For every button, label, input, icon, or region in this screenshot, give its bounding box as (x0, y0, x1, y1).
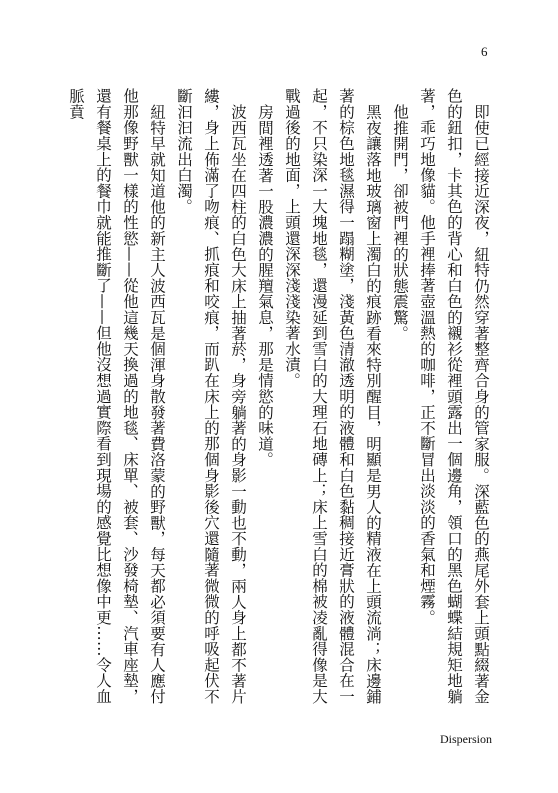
paragraph: 黑夜讓落地玻璃窗上濁白的痕跡看來特別醒目，明顯是男人的精液在上頭流淌；床邊鋪著的棕色地毯濕得一蹋糊塗，淺黃色清澈透明的液體和白色黏稠接近膏狀的液體混合在一起，不只染深一大塊地毯，還漫延到雪白的大理石地磚上；床上雪白的棉被凌亂得像是大戰過後的地面，上頭還深深淺淺染著水漬。 (283, 88, 382, 705)
paragraph: 即使已經接近深夜，紐特仍然穿著整齊合身的管家服。深藍色的燕尾外套上頭點綴著金色的鈕扣，卡其色的背心和白色的襯衫從裡頭露出一個邊角，領口的黑色蝴蝶結規矩地躺著，乖巧地像貓。他手裡捧著壺溫熱的咖啡，正不斷冒出淡淡的香氣和煙霧。 (418, 88, 490, 705)
page-number: 6 (481, 44, 488, 59)
paragraph: 波西瓦坐在四柱的白色大床上抽著菸，身旁躺著的身影一動也不動，兩人身上都不著片縷，身上佈滿了吻痕、抓痕和咬痕，而趴在床上的那個身影後穴還隨著微微的呼吸起伏不斷汩汩流出白濁。 (175, 88, 247, 705)
paragraph: 房間裡透著一股濃濃的腥羶氣息，那是情慾的味道。 (256, 103, 274, 467)
paragraph: 紐特早就知道他的新主人波西瓦是個渾身散發著費洛蒙的野獸，每天都必須要有人應付他那像野獸一樣的性慾——從他這幾天換過的地毯、床單、被套、沙發椅墊、汽車座墊，還有餐桌上的餐巾就能推斷了——但他沒想過實際看到現場的感覺比想像中更……令人血脈賁 (67, 88, 166, 705)
paragraph: 他推開門，卻被門裡的狀態震驚。 (391, 103, 409, 341)
body-text (62, 88, 494, 708)
running-footer: Dispersion (440, 732, 492, 746)
